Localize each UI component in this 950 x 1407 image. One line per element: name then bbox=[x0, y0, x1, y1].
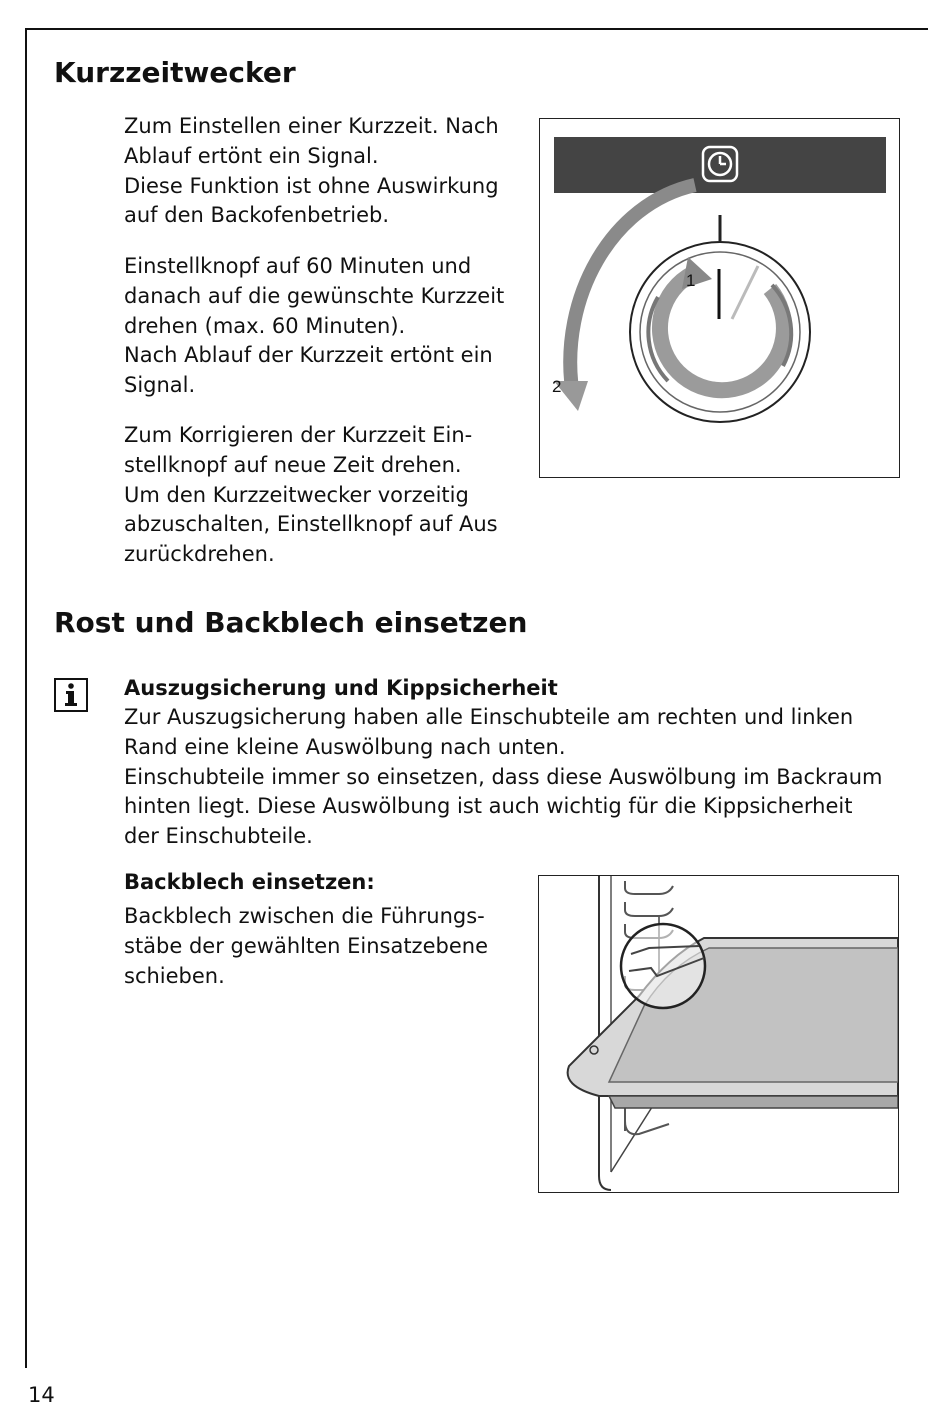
baking-tray-illustration bbox=[539, 876, 898, 1192]
text-line: hinten liegt. Diese Auswölbung ist auch wichtig für die Kippsicherheit bbox=[124, 794, 853, 819]
text-line: stellknopf auf neue Zeit drehen. bbox=[124, 452, 462, 477]
text-line: Backblech zwischen die Führungs- bbox=[124, 904, 485, 928]
paragraph-setting bbox=[124, 252, 504, 401]
backblech-heading: Backblech einsetzen: bbox=[124, 870, 375, 894]
section-title-rost: Rost und Backblech einsetzen bbox=[54, 606, 528, 639]
info-glyph bbox=[58, 682, 84, 708]
section-title-kurzzeitwecker: Kurzzeitwecker bbox=[54, 56, 296, 89]
frame-top-rule bbox=[25, 28, 928, 30]
text-line: Signal. bbox=[124, 373, 196, 398]
text-line: Ablauf ertönt ein Signal. bbox=[124, 143, 379, 168]
info-heading: Auszugsicherung und Kippsicherheit bbox=[124, 676, 558, 700]
text-line: Nach Ablauf der Kurzzeit ertönt ein bbox=[124, 343, 493, 368]
text-line: Einstellknopf auf 60 Minuten und bbox=[124, 254, 472, 278]
text-line: drehen (max. 60 Minuten). bbox=[124, 313, 406, 338]
paragraph-intro bbox=[124, 112, 499, 231]
text-line: der Einschubteile. bbox=[124, 824, 313, 849]
text-line: Zum Korrigieren der Kurzzeit Ein- bbox=[124, 423, 473, 447]
text-line: Einschubteile immer so einsetzen, dass diese Auswölbung im Backraum bbox=[124, 764, 883, 789]
text-line: Diese Funktion ist ohne Auswirkung bbox=[124, 173, 499, 198]
timer-knob-illustration bbox=[540, 119, 899, 477]
baking-tray-rim bbox=[609, 1096, 898, 1108]
step-2-label: 2 bbox=[552, 377, 562, 396]
text-line: Um den Kurzzeitwecker vorzeitig bbox=[124, 482, 469, 507]
text-line: danach auf die gewünschte Kurzzeit bbox=[124, 283, 505, 308]
info-icon bbox=[54, 678, 88, 712]
text-line: Rand eine kleine Auswölbung nach unten. bbox=[124, 734, 566, 759]
text-line: zurückdrehen. bbox=[124, 542, 275, 567]
text-line: Zum Einstellen einer Kurzzeit. Nach bbox=[124, 114, 499, 138]
text-line: Zur Auszugsicherung haben alle Einschubteile am rechten und linken bbox=[124, 705, 854, 729]
info-paragraph bbox=[124, 703, 883, 852]
detail-magnifier bbox=[621, 924, 705, 1008]
frame-left-rule bbox=[25, 28, 27, 1368]
text-line: auf den Backofenbetrieb. bbox=[124, 203, 390, 228]
paragraph-correct bbox=[124, 421, 498, 570]
timer-knob-figure bbox=[539, 118, 900, 478]
text-line: stäbe der gewählten Einsatzebene bbox=[124, 933, 488, 958]
text-line: schieben. bbox=[124, 963, 225, 988]
page-number: 14 bbox=[28, 1383, 55, 1407]
baking-tray-figure bbox=[538, 875, 899, 1193]
backblech-paragraph bbox=[124, 902, 488, 991]
step-1-label: 1 bbox=[686, 271, 696, 290]
text-line: abzuschalten, Einstellknopf auf Aus bbox=[124, 512, 498, 537]
